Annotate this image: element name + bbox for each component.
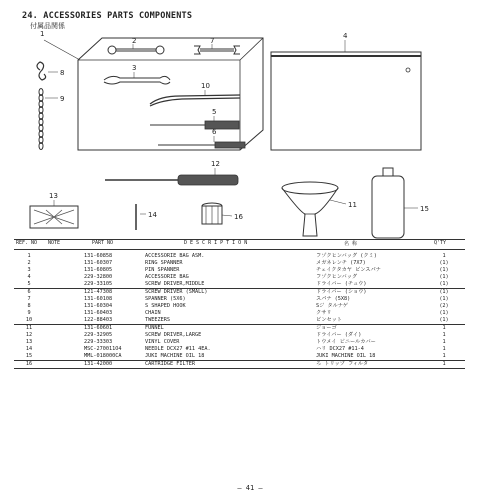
cell-desc: PIN SPANNER: [145, 267, 180, 273]
header-jp-name: 名 称: [344, 241, 358, 247]
parts-drawing: [0, 0, 500, 240]
cell-no: 4: [27, 274, 31, 280]
table-header: [14, 240, 464, 248]
cell-qty: (1): [439, 296, 449, 302]
cell-qty: (1): [439, 281, 449, 287]
cell-desc: SCREW DRIVER,MIDDLE: [145, 281, 205, 287]
callout-1: 1: [40, 30, 45, 38]
cell-jp: チェイクタカヤ ピンスパナ: [316, 267, 381, 273]
cell-jp: ピンセット: [316, 317, 342, 323]
callout-9: 9: [60, 95, 65, 103]
cell-part: MML-018000CA: [84, 353, 122, 359]
callout-16: 16: [234, 213, 243, 221]
cell-qty: 1: [442, 325, 446, 331]
callout-7: 7: [210, 37, 215, 45]
cell-qty: 1: [442, 353, 446, 359]
cell-no: 7: [27, 296, 31, 302]
cell-jp: フゾクヒンバッグ: [316, 274, 358, 280]
cell-desc: NEEDLE DCX27 #11 4EA.: [145, 346, 211, 352]
table-row: [14, 289, 465, 296]
cell-part: 131-60307: [84, 260, 113, 266]
cell-part: 131-60858: [84, 253, 113, 259]
table-row: [14, 353, 465, 360]
cell-desc: TWEEZERS: [145, 317, 170, 323]
cell-qty: 1: [442, 253, 446, 259]
cell-desc: SCREW DRIVER,LARGE: [145, 332, 202, 338]
callout-2: 2: [132, 37, 137, 45]
screw-driver-small-drawing: [158, 136, 245, 148]
cell-qty: (1): [439, 260, 449, 266]
header-ref-no: REF. NO: [16, 240, 38, 246]
callout-4: 4: [343, 32, 348, 40]
cell-qty: (1): [439, 267, 449, 273]
cell-part: 131-60304: [84, 303, 113, 309]
header-note: NOTE: [48, 240, 61, 246]
pin-spanner-drawing: [104, 72, 170, 84]
cell-no: 1: [27, 253, 31, 259]
cell-no: 16: [25, 361, 33, 367]
table-row: [14, 310, 465, 317]
tool-tray-outline: [78, 38, 263, 150]
screw-driver-large-drawing: [105, 168, 238, 185]
cell-jp: ハリ DCX27 #11-4: [316, 346, 364, 352]
funnel-drawing: [282, 182, 346, 236]
cell-jp: ドライバー (チュウ): [316, 281, 367, 287]
table-row: [14, 296, 465, 303]
table-bottom-rule: [14, 368, 465, 369]
table-row: [14, 274, 465, 281]
table-row: [14, 253, 465, 260]
cell-no: 10: [25, 317, 33, 323]
cell-no: 3: [27, 267, 31, 273]
chain-drawing: [39, 89, 58, 150]
cell-jp: ろ トリップ フィルタ: [316, 361, 369, 367]
callout-13: 13: [49, 192, 58, 200]
cell-desc: SPANNER (5X6): [145, 296, 186, 302]
header-description: D E S C R I P T I O N: [184, 240, 248, 246]
cell-jp: スパナ (5X8): [316, 296, 351, 302]
cell-part: 131-60805: [84, 267, 113, 273]
cell-part: 229-33303: [84, 339, 113, 345]
cell-no: 15: [25, 353, 33, 359]
cell-no: 5: [27, 281, 31, 287]
cell-jp: クサリ: [316, 310, 332, 316]
table-row: [14, 325, 465, 332]
cell-part: 131-42000: [84, 361, 113, 367]
cell-part: 131-60108: [84, 296, 113, 302]
accessorie-bag-drawing: [271, 40, 421, 150]
page-title: 24. ACCESSORIES PARTS COMPONENTS: [22, 11, 193, 21]
table-row: [14, 317, 465, 324]
cell-jp: ドライバー (ダイ): [316, 332, 362, 338]
cell-no: 14: [25, 346, 33, 352]
callout-6: 6: [212, 128, 217, 136]
cell-jp: メガネレンチ (7X7): [316, 260, 366, 266]
callout-14: 14: [148, 211, 157, 219]
cell-part: 131-60601: [84, 325, 113, 331]
table-row: [14, 281, 465, 288]
cell-part: 229-32905: [84, 332, 113, 338]
cell-no: 2: [27, 260, 31, 266]
cell-part: 229-32800: [84, 274, 113, 280]
cell-qty: 1: [442, 332, 446, 338]
cell-part: 121-47308: [84, 289, 113, 295]
cell-jp: ジョーゴ: [316, 325, 337, 331]
table-row: [14, 361, 465, 368]
cell-no: 8: [27, 303, 31, 309]
table-row: [14, 260, 465, 267]
callout-10: 10: [201, 82, 210, 90]
cell-jp: トウメイ ビニールカバー: [316, 339, 376, 345]
cell-desc: JUKI MACHINE OIL 18: [145, 353, 205, 359]
cell-desc: ACCESSORIE BAG: [145, 274, 189, 280]
cell-no: 13: [25, 339, 33, 345]
s-hook-drawing: [37, 62, 58, 80]
cell-no: 6: [27, 289, 31, 295]
cell-qty: (1): [439, 289, 449, 295]
table-header-rule: [14, 249, 465, 250]
vinyl-cover-drawing: [30, 200, 78, 228]
cell-desc: CHAIN: [145, 310, 161, 316]
page-subtitle: 付属品関係: [30, 22, 65, 30]
callout-3: 3: [132, 64, 137, 72]
cell-desc: VINYL COVER: [145, 339, 180, 345]
table-row: [14, 332, 465, 339]
cell-part: MSC-270011O4: [84, 346, 122, 352]
cell-qty: (1): [439, 274, 449, 280]
table-row: [14, 267, 465, 274]
ring-spanner-drawing: [108, 44, 164, 54]
cell-part: 229-33105: [84, 281, 113, 287]
needle-drawing: [136, 204, 146, 230]
spanner-drawing: [194, 44, 240, 54]
cell-qty: 1: [442, 361, 446, 367]
cell-part: 122-88403: [84, 317, 113, 323]
cartridge-filter-drawing: [202, 203, 232, 224]
cell-jp: フゾクヒンバッグ (クミ): [316, 253, 377, 259]
cell-qty: (2): [439, 303, 449, 309]
page-number: — 41 —: [237, 484, 263, 492]
header-part-no: PART NO: [92, 240, 114, 246]
table-row: [14, 346, 465, 353]
table-row: [14, 339, 465, 346]
callout-8: 8: [60, 69, 65, 77]
cell-part: 131-60403: [84, 310, 113, 316]
cell-qty: (1): [439, 317, 449, 323]
cell-desc: FUNNEL: [145, 325, 164, 331]
cell-jp: Sジ タルナゲ: [316, 303, 348, 309]
callout-12: 12: [211, 160, 220, 168]
screw-driver-middle-drawing: [150, 116, 239, 129]
cell-no: 12: [25, 332, 33, 338]
callout-11: 11: [348, 201, 357, 209]
cell-desc: CARTRIDGE FILTER: [145, 361, 195, 367]
cell-qty: 1: [442, 346, 446, 352]
callout-5: 5: [212, 108, 217, 116]
cell-jp: ドライバー (ショウ): [316, 289, 367, 295]
cell-desc: ACCESSORIE BAG ASM.: [145, 253, 205, 259]
cell-qty: (1): [439, 310, 449, 316]
cell-no: 11: [25, 325, 33, 331]
cell-desc: S SHAPED HOOK: [145, 303, 186, 309]
header-qty: Q'TY: [434, 240, 447, 246]
cell-desc: SCREW DRIVER (SMALL): [145, 289, 208, 295]
oil-bottle-drawing: [372, 168, 418, 238]
cell-qty: 1: [442, 339, 446, 345]
tweezers-drawing: [150, 90, 240, 106]
cell-no: 9: [27, 310, 31, 316]
cell-jp: JUKI MACHINE OIL 18: [316, 353, 376, 359]
callout-15: 15: [420, 205, 429, 213]
cell-desc: RING SPANNER: [145, 260, 183, 266]
table-row: [14, 303, 465, 310]
